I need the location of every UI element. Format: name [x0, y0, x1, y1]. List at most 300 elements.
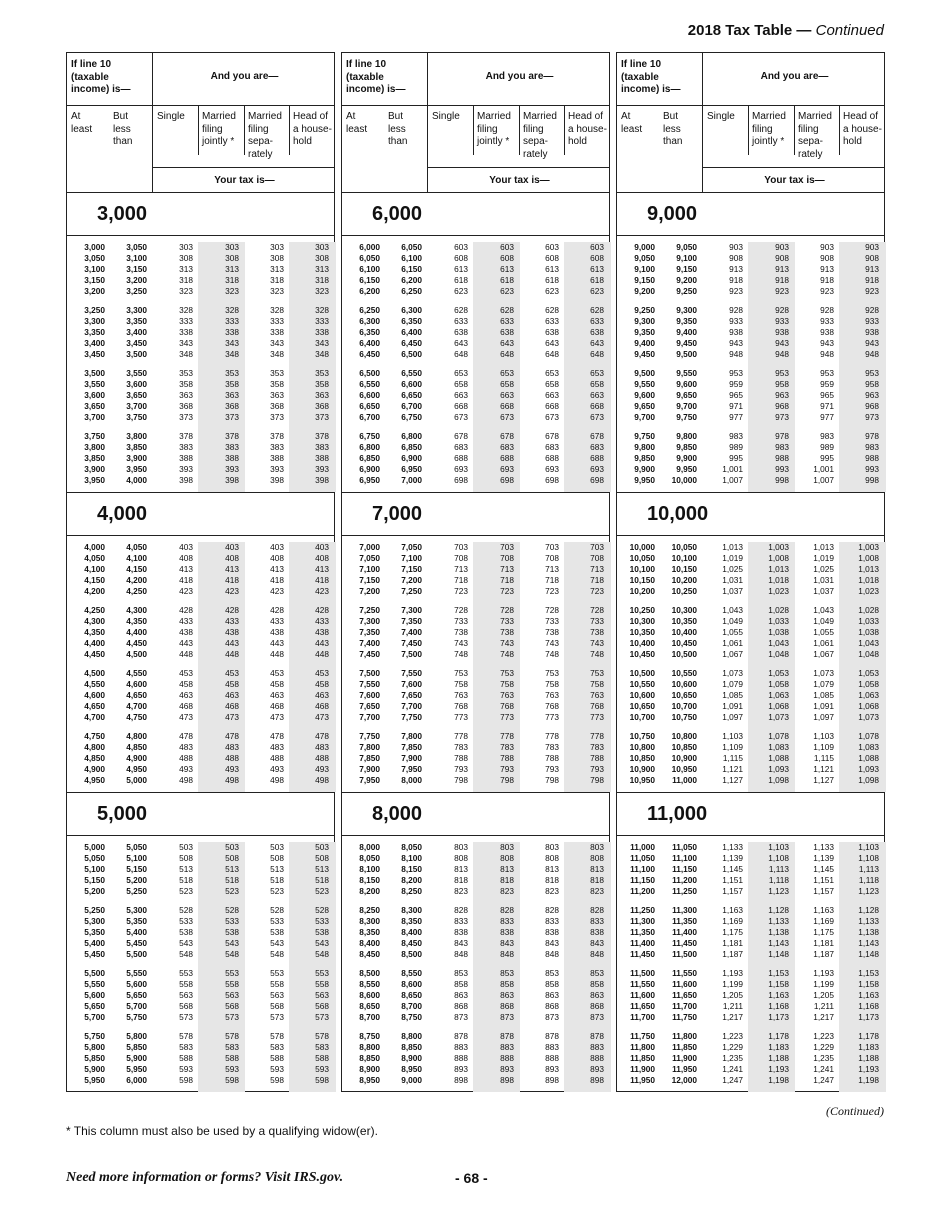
- head-of-household-cell: 1,198: [858, 1075, 879, 1085]
- married-jointly-cell: 823: [500, 886, 514, 896]
- married-jointly-cell: 673: [500, 412, 514, 422]
- single-cell: 1,055: [722, 627, 743, 637]
- married-jointly-cell: 348: [225, 349, 239, 359]
- single-cell: 1,115: [722, 753, 743, 763]
- table-row: [617, 968, 884, 979]
- married-jointly-cell: 703: [500, 542, 514, 552]
- at-least-cell: 9,200: [634, 286, 655, 296]
- table-row: [617, 979, 884, 990]
- married-separately-cell: 523: [270, 886, 284, 896]
- table-row: [342, 1031, 609, 1042]
- married-separately-cell: 983: [820, 431, 834, 441]
- but-less-than-cell: 6,000: [126, 1075, 147, 1085]
- single-cell: 348: [179, 349, 193, 359]
- head-of-household-cell: 1,108: [858, 853, 879, 863]
- married-jointly-cell: 1,198: [768, 1075, 789, 1085]
- married-jointly-cell: 1,098: [768, 775, 789, 785]
- at-least-cell: 5,000: [84, 842, 105, 852]
- married-separately-cell: 543: [270, 938, 284, 948]
- at-least-cell: 10,950: [629, 775, 655, 785]
- at-least-cell: 6,900: [359, 464, 380, 474]
- but-less-than-cell: 3,450: [126, 338, 147, 348]
- at-least-cell: 10,350: [629, 627, 655, 637]
- table-row: [617, 775, 884, 786]
- head-of-household-cell: 618: [590, 275, 604, 285]
- head-of-household-cell: 1,118: [858, 875, 879, 885]
- but-less-than-cell: 6,950: [401, 464, 422, 474]
- but-less-than-cell: 9,400: [676, 327, 697, 337]
- single-cell: 938: [729, 327, 743, 337]
- table-row: [67, 649, 334, 660]
- head-of-household-cell: 1,058: [858, 679, 879, 689]
- header-divider: [617, 105, 884, 106]
- single-cell: 1,013: [722, 542, 743, 552]
- at-least-cell: 3,350: [84, 327, 105, 337]
- head-of-household-cell: 358: [315, 379, 329, 389]
- table-row: [67, 638, 334, 649]
- section-rows: [617, 242, 884, 486]
- married-separately-cell: 358: [270, 379, 284, 389]
- but-less-than-cell: 4,850: [126, 742, 147, 752]
- single-cell: 338: [179, 327, 193, 337]
- single-cell: 878: [454, 1031, 468, 1041]
- head-of-household-cell: 1,093: [858, 764, 879, 774]
- single-cell: 748: [454, 649, 468, 659]
- married-jointly-cell: 1,048: [768, 649, 789, 659]
- at-least-cell: 5,800: [84, 1042, 105, 1052]
- table-row: [617, 453, 884, 464]
- at-least-cell: 4,350: [84, 627, 105, 637]
- table-row: [617, 412, 884, 423]
- head-of-household-cell: 773: [590, 712, 604, 722]
- married-separately-cell: 1,085: [813, 690, 834, 700]
- but-less-than-cell: 5,200: [126, 875, 147, 885]
- married-jointly-cell: 848: [500, 949, 514, 959]
- table-row: [67, 338, 334, 349]
- head-of-household-cell: 938: [865, 327, 879, 337]
- married-jointly-cell: 598: [225, 1075, 239, 1085]
- but-less-than-cell: 11,400: [672, 927, 697, 937]
- at-least-cell: 5,400: [84, 938, 105, 948]
- married-separately-cell: 1,037: [813, 586, 834, 596]
- head-of-household-cell: 793: [590, 764, 604, 774]
- header-title-italic: Continued: [815, 22, 884, 39]
- married-separately-cell: 628: [545, 305, 559, 315]
- at-least-cell: 7,150: [359, 575, 380, 585]
- married-jointly-cell: 1,138: [768, 927, 789, 937]
- table-row: [617, 1031, 884, 1042]
- married-jointly-cell: 1,168: [768, 1001, 789, 1011]
- section-divider: [617, 535, 884, 536]
- married-jointly-cell: 613: [500, 264, 514, 274]
- married-separately-cell: 303: [270, 242, 284, 252]
- married-jointly-cell: 388: [225, 453, 239, 463]
- head-of-household-cell: 1,068: [858, 701, 879, 711]
- married-jointly-cell: 1,078: [768, 731, 789, 741]
- table-row: [342, 338, 609, 349]
- header-single: Single: [157, 111, 185, 122]
- single-cell: 1,199: [722, 979, 743, 989]
- head-of-household-cell: 368: [315, 401, 329, 411]
- married-separately-cell: 1,019: [813, 553, 834, 563]
- single-cell: 558: [179, 979, 193, 989]
- married-jointly-cell: 948: [775, 349, 789, 359]
- at-least-cell: 9,400: [634, 338, 655, 348]
- married-separately-cell: 1,121: [813, 764, 834, 774]
- at-least-cell: 8,150: [359, 875, 380, 885]
- single-cell: 803: [454, 842, 468, 852]
- head-of-household-cell: 398: [315, 475, 329, 485]
- single-cell: 378: [179, 431, 193, 441]
- married-jointly-cell: 968: [775, 401, 789, 411]
- married-jointly-cell: 403: [225, 542, 239, 552]
- head-of-household-cell: 1,038: [858, 627, 879, 637]
- page-number: - 68 -: [455, 1170, 488, 1186]
- but-less-than-cell: 3,800: [126, 431, 147, 441]
- but-less-than-cell: 5,900: [126, 1053, 147, 1063]
- married-separately-cell: 1,235: [813, 1053, 834, 1063]
- table-row: [617, 379, 884, 390]
- header-single: Single: [707, 111, 735, 122]
- head-of-household-cell: 583: [315, 1042, 329, 1052]
- married-separately-cell: 718: [545, 575, 559, 585]
- single-cell: 393: [179, 464, 193, 474]
- married-jointly-cell: 1,093: [768, 764, 789, 774]
- head-of-household-cell: 668: [590, 401, 604, 411]
- head-of-household-cell: 633: [590, 316, 604, 326]
- head-of-household-cell: 403: [315, 542, 329, 552]
- married-separately-cell: 728: [545, 605, 559, 615]
- single-cell: 438: [179, 627, 193, 637]
- table-row: [342, 442, 609, 453]
- married-separately-cell: 423: [270, 586, 284, 596]
- at-least-cell: 8,500: [359, 968, 380, 978]
- married-separately-cell: 603: [545, 242, 559, 252]
- at-least-cell: 11,900: [630, 1064, 655, 1074]
- head-of-household-cell: 1,123: [858, 886, 879, 896]
- but-less-than-cell: 6,250: [401, 286, 422, 296]
- table-row: [617, 253, 884, 264]
- married-separately-cell: 823: [545, 886, 559, 896]
- married-jointly-cell: 963: [775, 390, 789, 400]
- table-row: [617, 390, 884, 401]
- married-jointly-cell: 543: [225, 938, 239, 948]
- married-jointly-cell: 338: [225, 327, 239, 337]
- table-row: [342, 927, 609, 938]
- at-least-cell: 4,000: [84, 542, 105, 552]
- table-row: [342, 701, 609, 712]
- married-jointly-cell: 433: [225, 616, 239, 626]
- table-row: [67, 401, 334, 412]
- single-cell: 1,145: [722, 864, 743, 874]
- at-least-cell: 7,800: [359, 742, 380, 752]
- married-separately-cell: 533: [270, 916, 284, 926]
- head-of-household-cell: 613: [590, 264, 604, 274]
- head-of-household-cell: 318: [315, 275, 329, 285]
- single-cell: 898: [454, 1075, 468, 1085]
- at-least-cell: 10,450: [629, 649, 655, 659]
- at-least-cell: 4,650: [84, 701, 105, 711]
- married-jointly-cell: 623: [500, 286, 514, 296]
- table-row: [617, 916, 884, 927]
- married-separately-cell: 1,127: [813, 775, 834, 785]
- married-jointly-cell: 903: [775, 242, 789, 252]
- but-less-than-cell: 5,350: [126, 916, 147, 926]
- table-row: [67, 886, 334, 897]
- table-row: [342, 390, 609, 401]
- married-jointly-cell: 693: [500, 464, 514, 474]
- at-least-cell: 8,300: [359, 916, 380, 926]
- but-less-than-cell: 3,850: [126, 442, 147, 452]
- table-row: [617, 853, 884, 864]
- header-but-less-than: But less than: [388, 111, 408, 147]
- married-separately-cell: 333: [270, 316, 284, 326]
- single-cell: 793: [454, 764, 468, 774]
- single-cell: 943: [729, 338, 743, 348]
- at-least-cell: 4,150: [84, 575, 105, 585]
- head-of-household-cell: 818: [590, 875, 604, 885]
- at-least-cell: 5,250: [84, 905, 105, 915]
- single-cell: 1,061: [722, 638, 743, 648]
- head-of-household-cell: 463: [315, 690, 329, 700]
- but-less-than-cell: 7,250: [401, 586, 422, 596]
- head-of-household-cell: 853: [590, 968, 604, 978]
- married-jointly-cell: 893: [500, 1064, 514, 1074]
- header-divider: [702, 53, 703, 193]
- at-least-cell: 7,350: [359, 627, 380, 637]
- head-of-household-cell: 488: [315, 753, 329, 763]
- table-row: [617, 401, 884, 412]
- married-separately-cell: 971: [820, 401, 834, 411]
- at-least-cell: 8,750: [359, 1031, 380, 1041]
- table-row: [67, 916, 334, 927]
- header-divider: [152, 167, 334, 168]
- but-less-than-cell: 10,600: [671, 679, 697, 689]
- income-section: [342, 493, 609, 793]
- married-jointly-cell: 358: [225, 379, 239, 389]
- but-less-than-cell: 9,950: [676, 464, 697, 474]
- married-jointly-cell: 818: [500, 875, 514, 885]
- married-jointly-cell: 958: [775, 379, 789, 389]
- married-jointly-cell: 383: [225, 442, 239, 452]
- married-separately-cell: 938: [820, 327, 834, 337]
- head-of-household-cell: 1,078: [858, 731, 879, 741]
- table-row: [617, 864, 884, 875]
- head-of-household-cell: 518: [315, 875, 329, 885]
- married-separately-cell: 803: [545, 842, 559, 852]
- single-cell: 1,235: [722, 1053, 743, 1063]
- married-separately-cell: 1,181: [813, 938, 834, 948]
- single-cell: 853: [454, 968, 468, 978]
- married-separately-cell: 693: [545, 464, 559, 474]
- married-jointly-cell: 1,088: [768, 753, 789, 763]
- head-of-household-cell: 343: [315, 338, 329, 348]
- at-least-cell: 3,250: [84, 305, 105, 315]
- married-jointly-cell: 318: [225, 275, 239, 285]
- married-jointly-cell: 428: [225, 605, 239, 615]
- married-separately-cell: 989: [820, 442, 834, 452]
- header-married-separately: Married filing sepa- rately: [798, 111, 832, 160]
- single-cell: 323: [179, 286, 193, 296]
- head-of-household-cell: 798: [590, 775, 604, 785]
- single-cell: 783: [454, 742, 468, 752]
- married-jointly-cell: 1,053: [768, 668, 789, 678]
- single-cell: 663: [454, 390, 468, 400]
- table-row: [67, 701, 334, 712]
- single-cell: 543: [179, 938, 193, 948]
- single-cell: 313: [179, 264, 193, 274]
- head-of-household-cell: 348: [315, 349, 329, 359]
- single-cell: 448: [179, 649, 193, 659]
- header-your-tax-is: Your tax is—: [214, 175, 275, 186]
- table-row: [67, 553, 334, 564]
- table-row: [342, 253, 609, 264]
- married-separately-cell: 493: [270, 764, 284, 774]
- but-less-than-cell: 10,500: [671, 649, 697, 659]
- head-of-household-cell: 1,098: [858, 775, 879, 785]
- married-jointly-cell: 798: [500, 775, 514, 785]
- but-less-than-cell: 10,350: [671, 616, 697, 626]
- at-least-cell: 11,450: [630, 949, 655, 959]
- at-least-cell: 7,250: [359, 605, 380, 615]
- head-of-household-cell: 1,163: [858, 990, 879, 1000]
- head-of-household-cell: 588: [315, 1053, 329, 1063]
- single-cell: 598: [179, 1075, 193, 1085]
- but-less-than-cell: 7,500: [401, 649, 422, 659]
- married-jointly-cell: 473: [225, 712, 239, 722]
- at-least-cell: 11,050: [630, 853, 655, 863]
- married-jointly-cell: 1,143: [768, 938, 789, 948]
- single-cell: 553: [179, 968, 193, 978]
- but-less-than-cell: 5,400: [126, 927, 147, 937]
- but-less-than-cell: 7,550: [401, 668, 422, 678]
- table-row: [67, 627, 334, 638]
- head-of-household-cell: 523: [315, 886, 329, 896]
- at-least-cell: 3,450: [84, 349, 105, 359]
- table-row: [342, 938, 609, 949]
- but-less-than-cell: 7,150: [401, 564, 422, 574]
- but-less-than-cell: 8,650: [401, 990, 422, 1000]
- single-cell: 1,181: [722, 938, 743, 948]
- head-of-household-cell: 1,028: [858, 605, 879, 615]
- table-row: [67, 1042, 334, 1053]
- single-cell: 518: [179, 875, 193, 885]
- but-less-than-cell: 8,350: [401, 916, 422, 926]
- but-less-than-cell: 7,700: [401, 701, 422, 711]
- but-less-than-cell: 6,300: [401, 305, 422, 315]
- head-of-household-cell: 933: [865, 316, 879, 326]
- married-separately-cell: 883: [545, 1042, 559, 1052]
- head-of-household-cell: 1,023: [858, 586, 879, 596]
- single-cell: 658: [454, 379, 468, 389]
- single-cell: 413: [179, 564, 193, 574]
- at-least-cell: 6,250: [359, 305, 380, 315]
- header-but-less-than: But less than: [113, 111, 133, 147]
- table-row: [342, 616, 609, 627]
- but-less-than-cell: 6,650: [401, 390, 422, 400]
- single-cell: 538: [179, 927, 193, 937]
- married-separately-cell: 778: [545, 731, 559, 741]
- at-least-cell: 9,650: [634, 401, 655, 411]
- but-less-than-cell: 6,400: [401, 327, 422, 337]
- married-jointly-cell: 438: [225, 627, 239, 637]
- married-separately-cell: 1,109: [813, 742, 834, 752]
- single-cell: 888: [454, 1053, 468, 1063]
- table-row: [67, 775, 334, 786]
- table-row: [617, 286, 884, 297]
- single-cell: 528: [179, 905, 193, 915]
- single-cell: 723: [454, 586, 468, 596]
- but-less-than-cell: 8,450: [401, 938, 422, 948]
- but-less-than-cell: 9,050: [676, 242, 697, 252]
- at-least-cell: 10,000: [629, 542, 655, 552]
- table-row: [617, 442, 884, 453]
- married-separately-cell: 483: [270, 742, 284, 752]
- married-jointly-cell: 1,083: [768, 742, 789, 752]
- single-cell: 1,175: [722, 927, 743, 937]
- but-less-than-cell: 6,750: [401, 412, 422, 422]
- married-jointly-cell: 463: [225, 690, 239, 700]
- single-cell: 1,079: [722, 679, 743, 689]
- at-least-cell: 4,750: [84, 731, 105, 741]
- single-cell: 498: [179, 775, 193, 785]
- married-jointly-cell: 758: [500, 679, 514, 689]
- at-least-cell: 10,100: [629, 564, 655, 574]
- head-of-household-cell: 783: [590, 742, 604, 752]
- at-least-cell: 6,300: [359, 316, 380, 326]
- but-less-than-cell: 5,550: [126, 968, 147, 978]
- married-separately-cell: 1,025: [813, 564, 834, 574]
- single-cell: 1,001: [722, 464, 743, 474]
- married-separately-cell: 338: [270, 327, 284, 337]
- married-separately-cell: 1,169: [813, 916, 834, 926]
- table-row: [342, 401, 609, 412]
- married-separately-cell: 413: [270, 564, 284, 574]
- married-jointly-cell: 923: [775, 286, 789, 296]
- at-least-cell: 9,150: [634, 275, 655, 285]
- married-separately-cell: 783: [545, 742, 559, 752]
- but-less-than-cell: 3,350: [126, 316, 147, 326]
- but-less-than-cell: 10,750: [671, 712, 697, 722]
- section-label: 6,000: [372, 203, 423, 225]
- married-jointly-cell: 653: [500, 368, 514, 378]
- table-row: [342, 1075, 609, 1086]
- table-row: [342, 553, 609, 564]
- at-least-cell: 6,650: [359, 401, 380, 411]
- single-cell: 638: [454, 327, 468, 337]
- but-less-than-cell: 3,750: [126, 412, 147, 422]
- table-row: [617, 586, 884, 597]
- married-jointly-cell: 1,073: [768, 712, 789, 722]
- married-separately-cell: 953: [820, 368, 834, 378]
- at-least-cell: 9,800: [634, 442, 655, 452]
- panel-header: [617, 53, 884, 193]
- head-of-household-cell: 608: [590, 253, 604, 263]
- table-row: [342, 605, 609, 616]
- single-cell: 1,139: [722, 853, 743, 863]
- married-separately-cell: 638: [545, 327, 559, 337]
- at-least-cell: 3,700: [84, 412, 105, 422]
- but-less-than-cell: 4,450: [126, 638, 147, 648]
- but-less-than-cell: 11,300: [672, 905, 697, 915]
- but-less-than-cell: 6,150: [401, 264, 422, 274]
- married-jointly-cell: 563: [225, 990, 239, 1000]
- header-married-separately: Married filing sepa- rately: [523, 111, 557, 160]
- single-cell: 1,109: [722, 742, 743, 752]
- head-of-household-cell: 718: [590, 575, 604, 585]
- but-less-than-cell: 5,450: [126, 938, 147, 948]
- married-separately-cell: 903: [820, 242, 834, 252]
